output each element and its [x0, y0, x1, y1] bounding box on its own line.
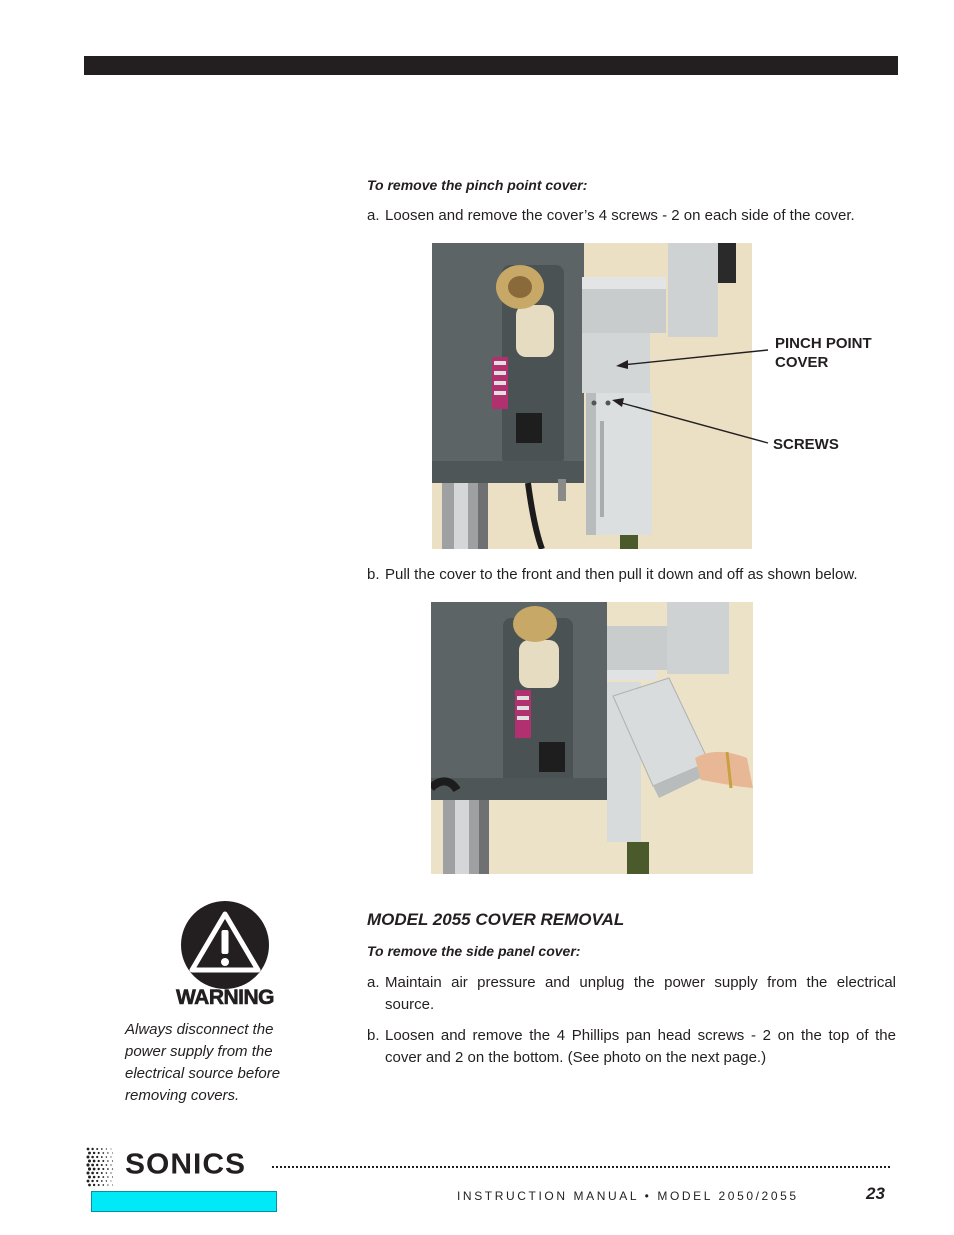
step-label: a.	[367, 974, 380, 991]
footer-leader-dots	[272, 1166, 890, 1168]
step-label: b.	[367, 1027, 380, 1044]
callout-pinch-point-cover: PINCH POINT COVER	[775, 335, 872, 371]
sonics-dot-logo-icon	[85, 1147, 115, 1187]
section-title: MODEL 2055 COVER REMOVAL	[367, 910, 625, 929]
pinch-cover-subheading: To remove the pinch point cover:	[367, 177, 588, 193]
warning-triangle-icon	[180, 900, 270, 990]
step-label: b.	[367, 566, 380, 583]
pinch-step-b	[367, 564, 897, 586]
page-number: 23	[866, 1184, 885, 1203]
side-panel-step-b	[367, 1025, 896, 1069]
step-text: Loosen and remove the cover’s 4 screws - 2 on each side of the cover.	[385, 207, 855, 224]
footer-manual-text: INSTRUCTION MANUAL • MODEL 2050/2055	[457, 1189, 799, 1203]
footer-color-box	[91, 1191, 277, 1212]
warning-caption: Always disconnect the power supply from the electrical source before removing covers.	[125, 1021, 281, 1104]
side-panel-step-a	[367, 972, 896, 1016]
step-text: Maintain air pressure and unplug the power supply from the electrical source.	[385, 974, 896, 1013]
pinch-step-a	[367, 205, 897, 227]
side-panel-subheading: To remove the side panel cover:	[367, 943, 581, 959]
photo-cover-pulled-off	[431, 602, 753, 874]
header-bar	[84, 56, 898, 75]
callout-arrows	[600, 340, 780, 460]
step-text: Loosen and remove the 4 Phillips pan head screws - 2 on the top of the cover and 2 on the bottom. (See photo on the next page.)	[385, 1027, 896, 1066]
brand-name: SONICS	[125, 1149, 247, 1181]
callout-screws: SCREWS	[773, 436, 839, 453]
step-label: a.	[367, 207, 380, 224]
step-text: Pull the cover to the front and then pull it down and off as shown below.	[385, 566, 858, 583]
warning-label: WARNING	[176, 986, 274, 1009]
